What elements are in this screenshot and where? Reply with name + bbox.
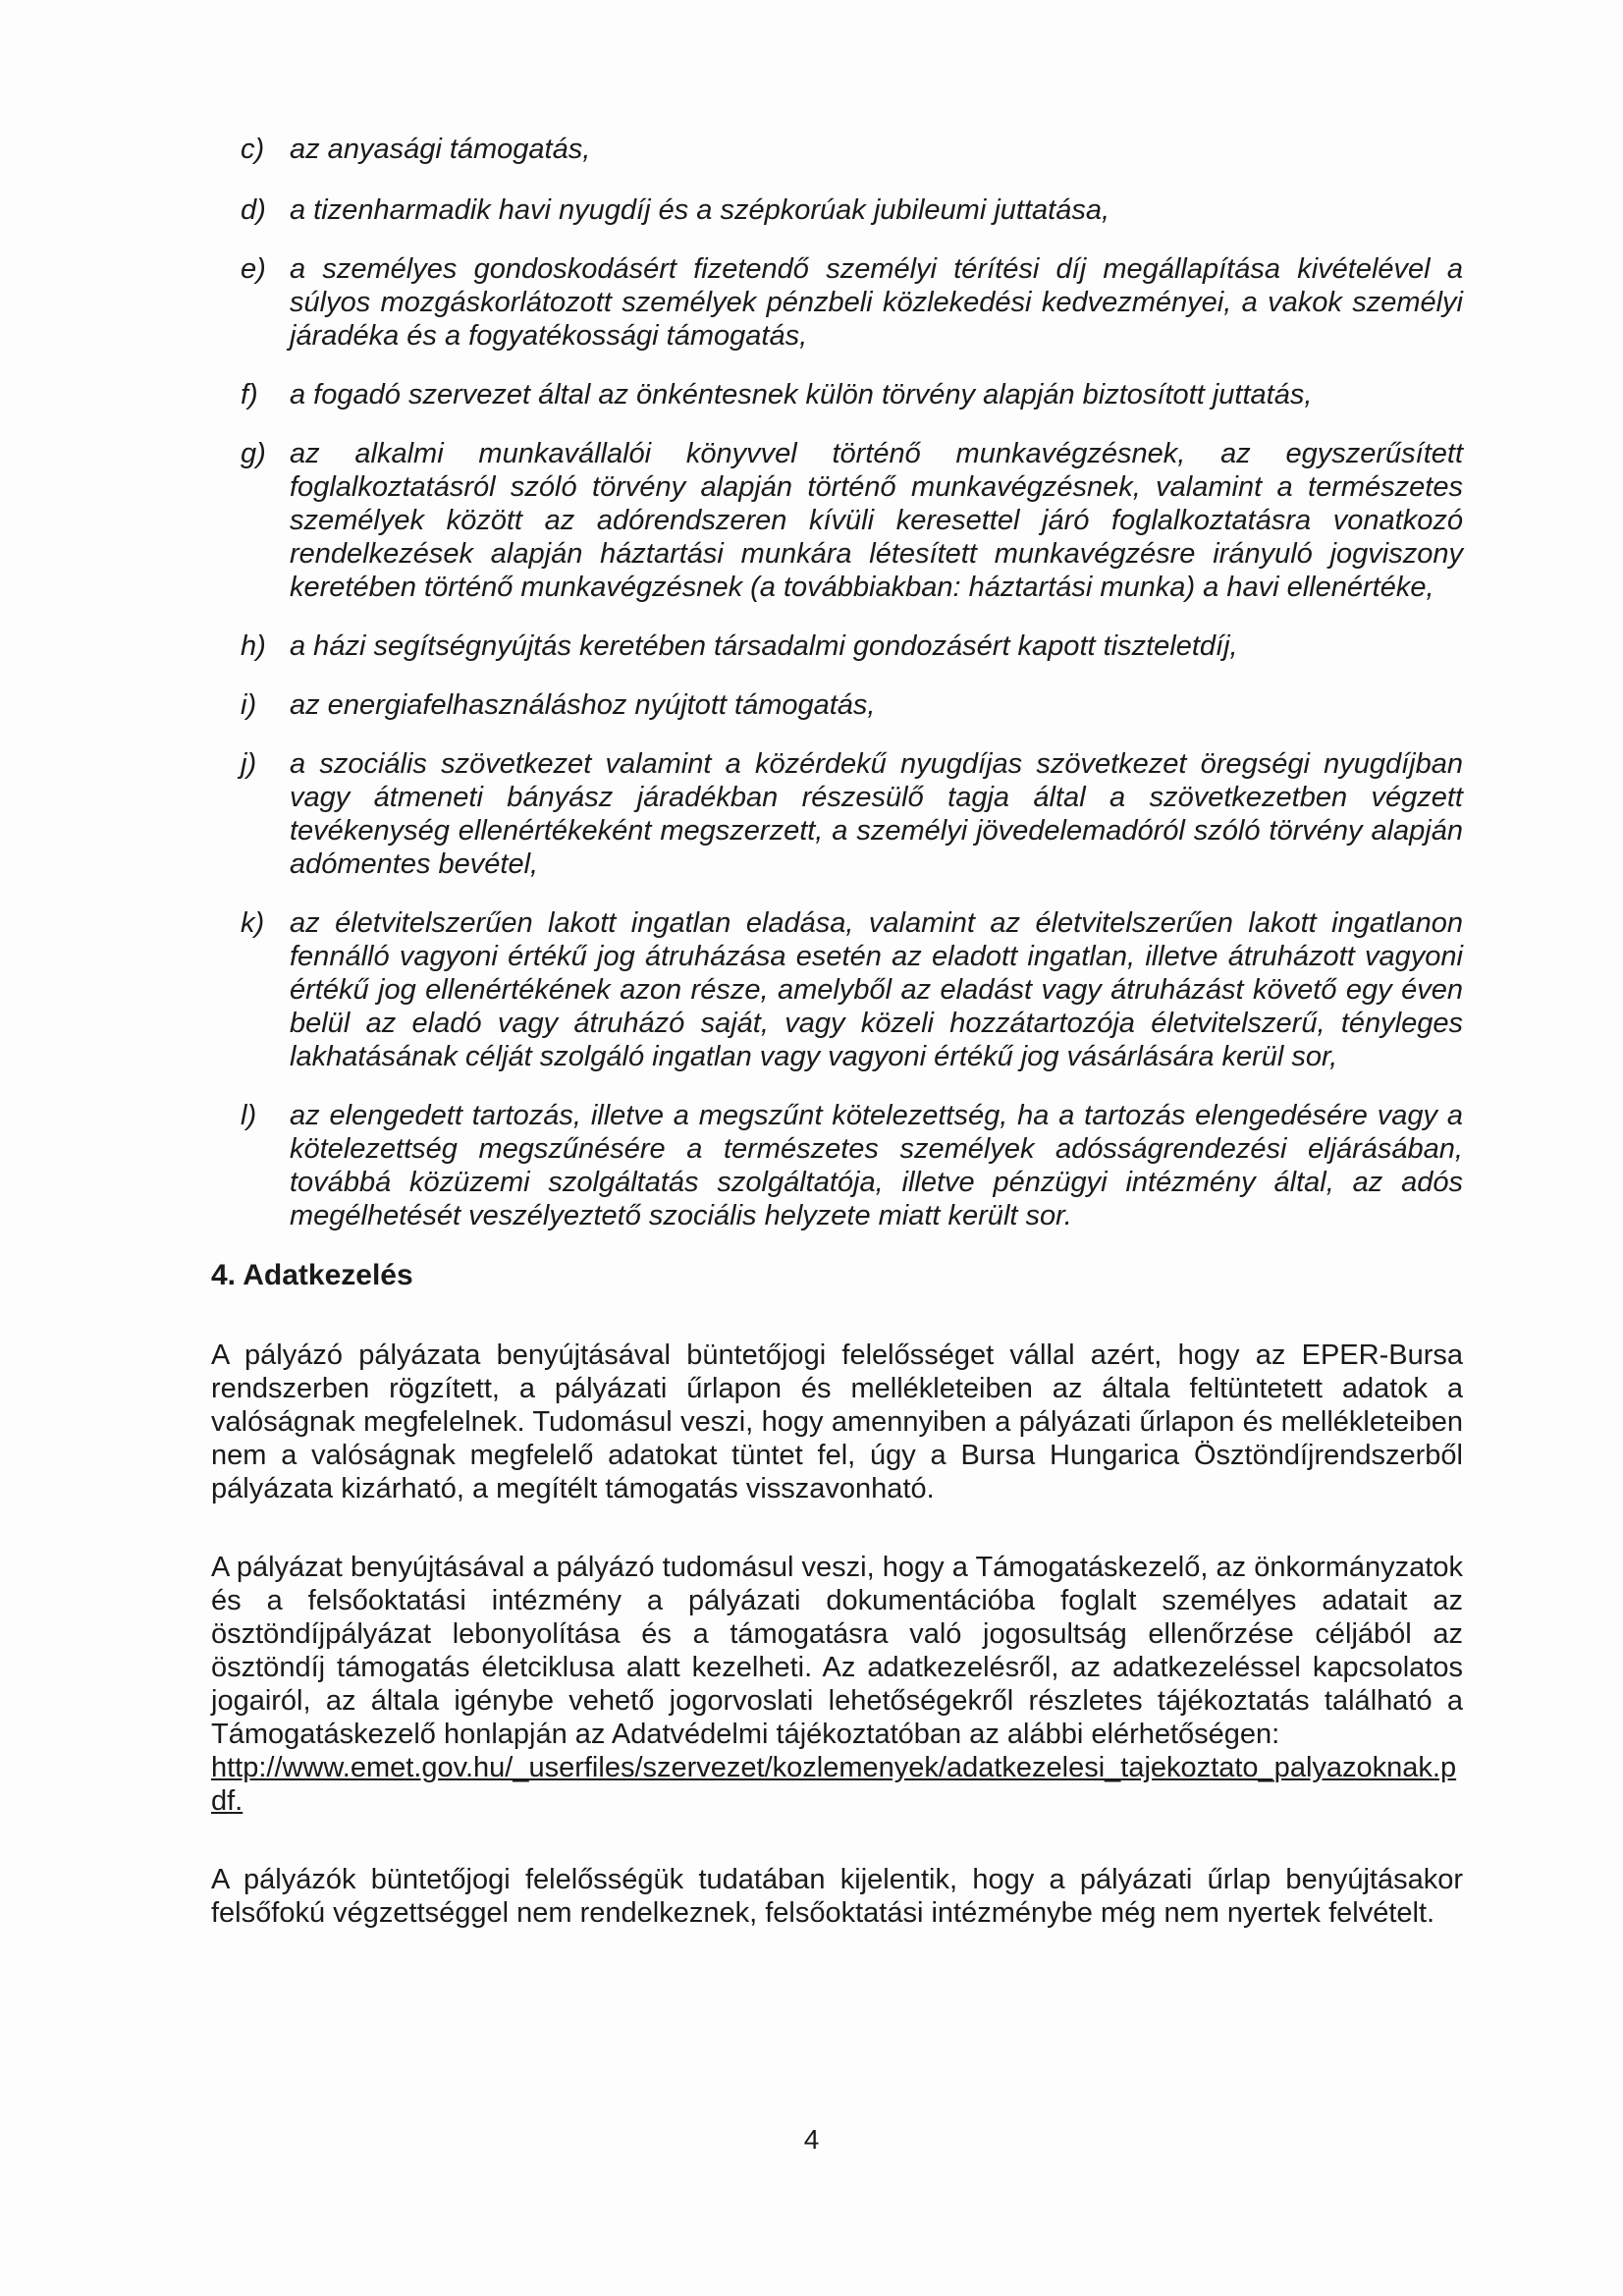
list-marker: j) bbox=[241, 748, 257, 780]
list-item-l bbox=[196, 1099, 1463, 1232]
list-text: a házi segítségnyújtás keretében társadalmi gondozásért kapott tiszteletdíj, bbox=[290, 630, 1238, 662]
paragraph-data-handling bbox=[196, 1551, 1463, 1818]
paragraph-responsibility: A pályázó pályázata benyújtásával büntetőjogi felelősséget vállal azért, hogy az EPER-Bursa rendszerben rögzített, a pályázati űrlapon és mellékleteiben az általa feltüntetett adatok a valóságnak megfelelnek. Tudomásul veszi, hogy amennyiben a pályázati űrlapon és mellékleteiben nem a valóságnak megfelelő adatokat tüntet fel, úgy a Bursa Hungarica Ösztöndíjrendszerből pályázata kizárható, a megítélt támogatás visszavonható. bbox=[211, 1339, 1463, 1504]
list-marker: i) bbox=[241, 689, 257, 721]
list-text: az alkalmi munkavállalói könyvvel történő munkavégzésnek, az egyszerűsített foglalkoztatásról szóló törvény alapján történő munkavégzésnek, valamint a természetes személyek között az adórendszeren kívüli keresettel járó foglalkoztatásra vonatkozó rendelkezések alapján háztartási munkára létesített munkavégzésre irányuló jogviszony keretében történő munkavégzésnek (a továbbiakban: háztartási munka) a havi ellenértéke, bbox=[290, 438, 1463, 603]
list-text: az elengedett tartozás, illetve a megszűnt kötelezettség, ha a tartozás elengedésére vagy a kötelezettség megszűnésére a természetes személyek adósságrendezési eljárásában, továbbá közüzemi szolgáltatás szolgáltatója, illetve pénzügyi intézmény által, az adós megélhetését veszélyeztető szociális helyzete miatt került sor. bbox=[290, 1100, 1463, 1231]
privacy-notice-link[interactable]: http://www.emet.gov.hu/_userfiles/szervezet/kozlemenyek/adatkezelesi_tajekoztato_palyazoknak.pdf. bbox=[211, 1752, 1457, 1817]
list-marker: k) bbox=[241, 907, 265, 939]
list-marker: e) bbox=[241, 253, 266, 285]
paragraph-declaration: A pályázók büntetőjogi felelősségük tudatában kijelentik, hogy a pályázati űrlap benyújtásakor felsőfokú végzettséggel nem rendelkeznek, felsőoktatási intézménybe még nem nyertek felvételt. bbox=[211, 1864, 1463, 1929]
list-item-i bbox=[196, 688, 1463, 722]
list-text: a tizenharmadik havi nyugdíj és a szépkorúak jubileumi juttatása, bbox=[290, 194, 1110, 226]
list-marker: h) bbox=[241, 630, 266, 662]
list-text: a személyes gondoskodásért fizetendő személyi térítési díj megállapítása kivételével a súlyos mozgáskorlátozott személyek pénzbeli közlekedési kedvezményei, a vakok személyi járadéka és a fogyatékossági támogatás, bbox=[290, 253, 1463, 352]
list-item-h bbox=[196, 629, 1463, 663]
list-item-k bbox=[196, 906, 1463, 1073]
list-marker: d) bbox=[241, 194, 266, 226]
paragraph-text: A pályázat benyújtásával a pályázó tudomásul veszi, hogy a Támogatáskezelő, az önkormányzatok és a felsőoktatási intézmény a pályázati dokumentációba foglalt személyes adatait az ösztöndíjpályázat lebonyolítása és a támogatásra való jogosultság ellenőrzése céljából az ösztöndíj támogatás életciklusa alatt kezelheti. Az adatkezelésről, az adatkezeléssel kapcsolatos jogairól, az általa igénybe vehető jogorvoslati lehetőségekről részletes tájékoztatás található a Támogatáskezelő honlapján az Adatvédelmi tájékoztatóban az alábbi elérhetőségen: bbox=[211, 1552, 1463, 1750]
page-number: 4 bbox=[803, 2124, 820, 2155]
list-item-g bbox=[196, 437, 1463, 604]
list-marker: g) bbox=[241, 438, 266, 469]
list-text: az életvitelszerűen lakott ingatlan eladása, valamint az életvitelszerűen lakott ingatlanon fennálló vagyoni értékű jog átruházása esetén az eladott ingatlan, illetve átruházott vagyoni értékű jog ellenértékének azon része, amelyből az eladást vagy átruházást követő egy éven belül az eladó vagy átruházó saját, vagy közeli hozzátartozója életvitelszerű, tényleges lakhatásának célját szolgáló ingatlan vagy vagyoni értékű jog vásárlására kerül sor, bbox=[290, 907, 1463, 1072]
list-text: a fogadó szervezet által az önkéntesnek külön törvény alapján biztosított juttatás, bbox=[290, 379, 1313, 410]
list-marker: c) bbox=[241, 134, 265, 165]
list-text: az anyasági támogatás, bbox=[290, 134, 591, 165]
section-heading: 4. Adatkezelés bbox=[211, 1259, 413, 1291]
list-item-c bbox=[196, 133, 1463, 166]
list-item-e bbox=[196, 252, 1463, 353]
list-item-d bbox=[196, 193, 1463, 227]
list-text: az energiafelhasználáshoz nyújtott támogatás, bbox=[290, 689, 876, 721]
list-item-f bbox=[196, 378, 1463, 411]
list-item-j bbox=[196, 747, 1463, 881]
list-text: a szociális szövetkezet valamint a közérdekű nyugdíjas szövetkezet öregségi nyugdíjban vagy átmeneti bányász járadékban részesülő tagja által a szövetkezetben végzett tevékenység ellenértékeként megszerzett, a személyi jövedelemadóról szóló törvény alapján adómentes bevétel, bbox=[290, 748, 1463, 880]
list-marker: l) bbox=[241, 1100, 257, 1131]
page-content bbox=[196, 133, 1463, 1975]
list-marker: f) bbox=[241, 379, 258, 410]
